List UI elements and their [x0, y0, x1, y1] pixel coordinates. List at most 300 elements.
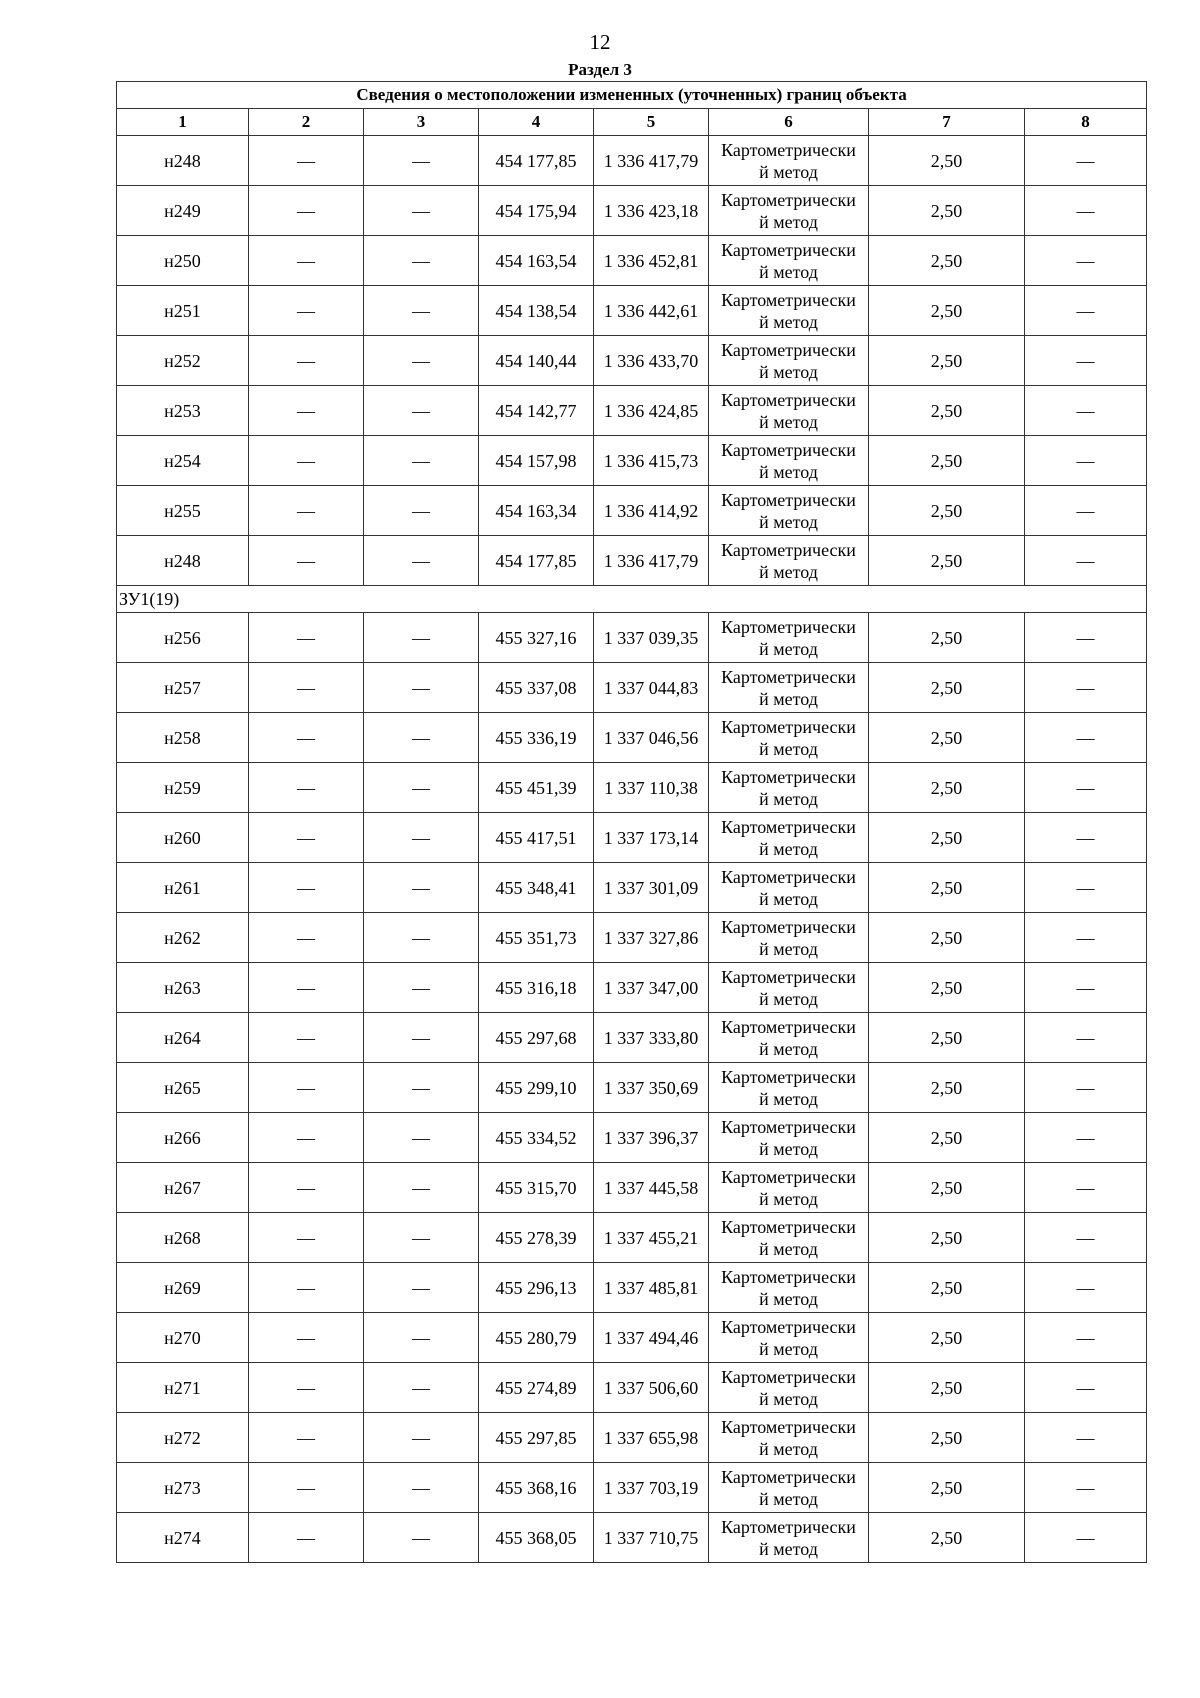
- table-row: [117, 1313, 1147, 1363]
- table-row: [117, 236, 1147, 286]
- point-id: н273: [117, 1463, 249, 1513]
- col3-dash: —: [364, 1313, 479, 1363]
- accuracy: 2,50: [869, 1213, 1025, 1263]
- col2-dash: —: [249, 863, 364, 913]
- method-line-1: Картометрически: [721, 816, 856, 837]
- accuracy: 2,50: [869, 1113, 1025, 1163]
- column-number-1: 1: [117, 109, 249, 136]
- point-id: н254: [117, 436, 249, 486]
- point-id: н264: [117, 1013, 249, 1063]
- column-number-3: 3: [364, 109, 479, 136]
- col2-dash: —: [249, 1313, 364, 1363]
- method: [709, 536, 869, 586]
- coord-x: 454 142,77: [479, 386, 594, 436]
- point-id: н253: [117, 386, 249, 436]
- col3-dash: —: [364, 863, 479, 913]
- col3-dash: —: [364, 1463, 479, 1513]
- coord-y: 1 336 417,79: [594, 536, 709, 586]
- method-line-2: й метод: [759, 311, 818, 332]
- coord-y: 1 337 396,37: [594, 1113, 709, 1163]
- table-row: [117, 963, 1147, 1013]
- method-line-2: й метод: [759, 411, 818, 432]
- coord-x: 455 334,52: [479, 1113, 594, 1163]
- method: [709, 963, 869, 1013]
- col2-dash: —: [249, 763, 364, 813]
- col2-dash: —: [249, 1213, 364, 1263]
- table-row: [117, 713, 1147, 763]
- column-number-2: 2: [249, 109, 364, 136]
- method-line-2: й метод: [759, 938, 818, 959]
- col2-dash: —: [249, 963, 364, 1013]
- col3-dash: —: [364, 1113, 479, 1163]
- col2-dash: —: [249, 386, 364, 436]
- col8-dash: —: [1025, 1463, 1147, 1513]
- coord-x: 454 140,44: [479, 336, 594, 386]
- col8-dash: —: [1025, 913, 1147, 963]
- point-id: н271: [117, 1363, 249, 1413]
- column-number-4: 4: [479, 109, 594, 136]
- table-row: [117, 1013, 1147, 1063]
- point-id: н251: [117, 286, 249, 336]
- accuracy: 2,50: [869, 713, 1025, 763]
- method-line-2: й метод: [759, 511, 818, 532]
- table-row: [117, 663, 1147, 713]
- point-id: н265: [117, 1063, 249, 1113]
- column-number-5: 5: [594, 109, 709, 136]
- method-line-1: Картометрически: [721, 966, 856, 987]
- col3-dash: —: [364, 186, 479, 236]
- coord-y: 1 337 485,81: [594, 1263, 709, 1313]
- col8-dash: —: [1025, 1313, 1147, 1363]
- column-number-7: 7: [869, 109, 1025, 136]
- accuracy: 2,50: [869, 1263, 1025, 1313]
- col2-dash: —: [249, 813, 364, 863]
- accuracy: 2,50: [869, 1313, 1025, 1363]
- group-row: [117, 586, 1147, 613]
- accuracy: 2,50: [869, 536, 1025, 586]
- method: [709, 863, 869, 913]
- col3-dash: —: [364, 1363, 479, 1413]
- coord-x: 455 280,79: [479, 1313, 594, 1363]
- col2-dash: —: [249, 536, 364, 586]
- table-row: [117, 436, 1147, 486]
- col2-dash: —: [249, 663, 364, 713]
- accuracy: 2,50: [869, 863, 1025, 913]
- col3-dash: —: [364, 1013, 479, 1063]
- coord-x: 455 327,16: [479, 613, 594, 663]
- point-id: н255: [117, 486, 249, 536]
- coord-y: 1 337 494,46: [594, 1313, 709, 1363]
- col2-dash: —: [249, 436, 364, 486]
- table-row: [117, 136, 1147, 186]
- col8-dash: —: [1025, 1213, 1147, 1263]
- section-title: Раздел 3: [568, 60, 632, 79]
- point-id: н270: [117, 1313, 249, 1363]
- method-line-2: й метод: [759, 1188, 818, 1209]
- col2-dash: —: [249, 1113, 364, 1163]
- col8-dash: —: [1025, 136, 1147, 186]
- col8-dash: —: [1025, 1263, 1147, 1313]
- point-id: н263: [117, 963, 249, 1013]
- coord-y: 1 337 445,58: [594, 1163, 709, 1213]
- col8-dash: —: [1025, 863, 1147, 913]
- col2-dash: —: [249, 913, 364, 963]
- coord-y: 1 336 442,61: [594, 286, 709, 336]
- method: [709, 286, 869, 336]
- point-id: н267: [117, 1163, 249, 1213]
- method-line-1: Картометрически: [721, 539, 856, 560]
- table-row: [117, 763, 1147, 813]
- coord-y: 1 337 703,19: [594, 1463, 709, 1513]
- col2-dash: —: [249, 286, 364, 336]
- coord-x: 455 296,13: [479, 1263, 594, 1313]
- method-line-1: Картометрически: [721, 766, 856, 787]
- method-line-1: Картометрически: [721, 239, 856, 260]
- coord-x: 454 177,85: [479, 536, 594, 586]
- table-row: [117, 1063, 1147, 1113]
- coord-y: 1 336 423,18: [594, 186, 709, 236]
- page-number: 12: [589, 30, 611, 54]
- group-label: ЗУ1(19): [117, 586, 1147, 613]
- col8-dash: —: [1025, 613, 1147, 663]
- col3-dash: —: [364, 763, 479, 813]
- accuracy: 2,50: [869, 1463, 1025, 1513]
- method: [709, 386, 869, 436]
- coord-y: 1 337 506,60: [594, 1363, 709, 1413]
- method: [709, 1163, 869, 1213]
- table-row: [117, 1213, 1147, 1263]
- col3-dash: —: [364, 1063, 479, 1113]
- col3-dash: —: [364, 1163, 479, 1213]
- table-row: [117, 913, 1147, 963]
- method-line-1: Картометрически: [721, 339, 856, 360]
- accuracy: 2,50: [869, 913, 1025, 963]
- coord-y: 1 337 333,80: [594, 1013, 709, 1063]
- table-row: [117, 1513, 1147, 1563]
- coord-x: 455 315,70: [479, 1163, 594, 1213]
- col2-dash: —: [249, 336, 364, 386]
- col3-dash: —: [364, 1413, 479, 1463]
- col8-dash: —: [1025, 963, 1147, 1013]
- accuracy: 2,50: [869, 963, 1025, 1013]
- table-body: [117, 136, 1147, 1563]
- table-row: [117, 1463, 1147, 1513]
- coord-x: 455 316,18: [479, 963, 594, 1013]
- coord-x: 454 157,98: [479, 436, 594, 486]
- method-line-2: й метод: [759, 1388, 818, 1409]
- method: [709, 336, 869, 386]
- col2-dash: —: [249, 1413, 364, 1463]
- method-line-1: Картометрически: [721, 716, 856, 737]
- column-number-row: [117, 109, 1147, 136]
- method: [709, 913, 869, 963]
- method-line-1: Картометрически: [721, 666, 856, 687]
- table-row: [117, 536, 1147, 586]
- method-line-1: Картометрически: [721, 289, 856, 310]
- method-line-2: й метод: [759, 1238, 818, 1259]
- method-line-2: й метод: [759, 561, 818, 582]
- col8-dash: —: [1025, 1063, 1147, 1113]
- table-row: [117, 1163, 1147, 1213]
- col3-dash: —: [364, 386, 479, 436]
- table-row: [117, 1113, 1147, 1163]
- point-id: н250: [117, 236, 249, 286]
- table-row: [117, 813, 1147, 863]
- col8-dash: —: [1025, 1163, 1147, 1213]
- accuracy: 2,50: [869, 1063, 1025, 1113]
- col3-dash: —: [364, 663, 479, 713]
- coord-x: 454 163,34: [479, 486, 594, 536]
- col2-dash: —: [249, 486, 364, 536]
- accuracy: 2,50: [869, 186, 1025, 236]
- method-line-1: Картометрически: [721, 916, 856, 937]
- method: [709, 1063, 869, 1113]
- table-caption: Сведения о местоположении измененных (уточненных) границ объекта: [117, 82, 1147, 109]
- accuracy: 2,50: [869, 136, 1025, 186]
- method-line-1: Картометрически: [721, 1466, 856, 1487]
- point-id: н249: [117, 186, 249, 236]
- method-line-2: й метод: [759, 211, 818, 232]
- method-line-1: Картометрически: [721, 439, 856, 460]
- coord-x: 455 297,68: [479, 1013, 594, 1063]
- method-line-2: й метод: [759, 688, 818, 709]
- point-id: н257: [117, 663, 249, 713]
- col2-dash: —: [249, 613, 364, 663]
- accuracy: 2,50: [869, 236, 1025, 286]
- method: [709, 1013, 869, 1063]
- coord-x: 455 336,19: [479, 713, 594, 763]
- point-id: н248: [117, 136, 249, 186]
- column-number-6: 6: [709, 109, 869, 136]
- col3-dash: —: [364, 713, 479, 763]
- col3-dash: —: [364, 436, 479, 486]
- col3-dash: —: [364, 286, 479, 336]
- method-line-2: й метод: [759, 1488, 818, 1509]
- method-line-1: Картометрически: [721, 1316, 856, 1337]
- method-line-1: Картометрически: [721, 389, 856, 410]
- method: [709, 1263, 869, 1313]
- method-line-2: й метод: [759, 788, 818, 809]
- col3-dash: —: [364, 136, 479, 186]
- coord-x: 455 451,39: [479, 763, 594, 813]
- method: [709, 486, 869, 536]
- col8-dash: —: [1025, 1113, 1147, 1163]
- col3-dash: —: [364, 336, 479, 386]
- coord-y: 1 337 044,83: [594, 663, 709, 713]
- method-line-2: й метод: [759, 361, 818, 382]
- coord-y: 1 337 110,38: [594, 763, 709, 813]
- coord-y: 1 337 173,14: [594, 813, 709, 863]
- table-row: [117, 386, 1147, 436]
- accuracy: 2,50: [869, 486, 1025, 536]
- method: [709, 813, 869, 863]
- table-row: [117, 336, 1147, 386]
- col2-dash: —: [249, 1363, 364, 1413]
- accuracy: 2,50: [869, 613, 1025, 663]
- col8-dash: —: [1025, 1413, 1147, 1463]
- point-id: н274: [117, 1513, 249, 1563]
- point-id: н269: [117, 1263, 249, 1313]
- method: [709, 186, 869, 236]
- col8-dash: —: [1025, 1513, 1147, 1563]
- point-id: н266: [117, 1113, 249, 1163]
- coord-y: 1 337 327,86: [594, 913, 709, 963]
- point-id: н248: [117, 536, 249, 586]
- point-id: н268: [117, 1213, 249, 1263]
- method-line-1: Картометрически: [721, 189, 856, 210]
- table-row: [117, 1263, 1147, 1313]
- accuracy: 2,50: [869, 1363, 1025, 1413]
- method-line-2: й метод: [759, 1138, 818, 1159]
- col3-dash: —: [364, 1263, 479, 1313]
- coord-x: 455 337,08: [479, 663, 594, 713]
- col3-dash: —: [364, 486, 479, 536]
- col8-dash: —: [1025, 236, 1147, 286]
- point-id: н258: [117, 713, 249, 763]
- col3-dash: —: [364, 1513, 479, 1563]
- method-line-1: Картометрически: [721, 1416, 856, 1437]
- coord-x: 454 175,94: [479, 186, 594, 236]
- point-id: н262: [117, 913, 249, 963]
- method: [709, 1363, 869, 1413]
- col3-dash: —: [364, 536, 479, 586]
- col2-dash: —: [249, 1263, 364, 1313]
- accuracy: 2,50: [869, 1413, 1025, 1463]
- point-id: н261: [117, 863, 249, 913]
- method-line-1: Картометрически: [721, 1166, 856, 1187]
- method-line-2: й метод: [759, 161, 818, 182]
- coord-y: 1 337 347,00: [594, 963, 709, 1013]
- method-line-1: Картометрически: [721, 1366, 856, 1387]
- coord-x: 455 351,73: [479, 913, 594, 963]
- method-line-2: й метод: [759, 1288, 818, 1309]
- col8-dash: —: [1025, 286, 1147, 336]
- method-line-1: Картометрически: [721, 1066, 856, 1087]
- col8-dash: —: [1025, 1363, 1147, 1413]
- coord-x: 455 299,10: [479, 1063, 594, 1113]
- coord-x: 455 368,16: [479, 1463, 594, 1513]
- method-line-2: й метод: [759, 838, 818, 859]
- accuracy: 2,50: [869, 1013, 1025, 1063]
- method: [709, 1113, 869, 1163]
- point-id: н259: [117, 763, 249, 813]
- table-row: [117, 1363, 1147, 1413]
- method-line-2: й метод: [759, 638, 818, 659]
- method-line-1: Картометрически: [721, 489, 856, 510]
- method-line-2: й метод: [759, 1438, 818, 1459]
- table-row: [117, 186, 1147, 236]
- method-line-2: й метод: [759, 988, 818, 1009]
- col8-dash: —: [1025, 1013, 1147, 1063]
- accuracy: 2,50: [869, 763, 1025, 813]
- accuracy: 2,50: [869, 813, 1025, 863]
- coord-y: 1 337 301,09: [594, 863, 709, 913]
- col8-dash: —: [1025, 436, 1147, 486]
- coord-y: 1 336 417,79: [594, 136, 709, 186]
- coord-x: 454 163,54: [479, 236, 594, 286]
- coord-y: 1 337 710,75: [594, 1513, 709, 1563]
- col8-dash: —: [1025, 663, 1147, 713]
- coord-x: 454 177,85: [479, 136, 594, 186]
- accuracy: 2,50: [869, 1163, 1025, 1213]
- accuracy: 2,50: [869, 286, 1025, 336]
- coord-y: 1 336 415,73: [594, 436, 709, 486]
- table-row: [117, 613, 1147, 663]
- col2-dash: —: [249, 236, 364, 286]
- coord-y: 1 336 433,70: [594, 336, 709, 386]
- column-number-8: 8: [1025, 109, 1147, 136]
- table-row: [117, 863, 1147, 913]
- boundary-coordinates-table: [116, 81, 1147, 1563]
- method: [709, 1413, 869, 1463]
- table-row: [117, 486, 1147, 536]
- method: [709, 613, 869, 663]
- coord-y: 1 337 039,35: [594, 613, 709, 663]
- coord-x: 455 348,41: [479, 863, 594, 913]
- point-id: н256: [117, 613, 249, 663]
- col3-dash: —: [364, 963, 479, 1013]
- col3-dash: —: [364, 813, 479, 863]
- method: [709, 1213, 869, 1263]
- method-line-2: й метод: [759, 1038, 818, 1059]
- coord-x: 455 274,89: [479, 1363, 594, 1413]
- coord-x: 455 297,85: [479, 1413, 594, 1463]
- accuracy: 2,50: [869, 1513, 1025, 1563]
- method-line-1: Картометрически: [721, 139, 856, 160]
- method-line-2: й метод: [759, 461, 818, 482]
- col8-dash: —: [1025, 813, 1147, 863]
- col2-dash: —: [249, 1163, 364, 1213]
- point-id: н260: [117, 813, 249, 863]
- col3-dash: —: [364, 913, 479, 963]
- point-id: н272: [117, 1413, 249, 1463]
- method-line-1: Картометрически: [721, 616, 856, 637]
- col8-dash: —: [1025, 336, 1147, 386]
- accuracy: 2,50: [869, 336, 1025, 386]
- method: [709, 763, 869, 813]
- method: [709, 1463, 869, 1513]
- coord-y: 1 337 455,21: [594, 1213, 709, 1263]
- method-line-1: Картометрически: [721, 1116, 856, 1137]
- method-line-2: й метод: [759, 738, 818, 759]
- method-line-2: й метод: [759, 261, 818, 282]
- col8-dash: —: [1025, 536, 1147, 586]
- coord-x: 455 368,05: [479, 1513, 594, 1563]
- col8-dash: —: [1025, 486, 1147, 536]
- table-row: [117, 286, 1147, 336]
- method: [709, 663, 869, 713]
- col8-dash: —: [1025, 713, 1147, 763]
- col8-dash: —: [1025, 186, 1147, 236]
- method-line-2: й метод: [759, 1338, 818, 1359]
- coord-y: 1 336 424,85: [594, 386, 709, 436]
- method-line-1: Картометрически: [721, 1516, 856, 1537]
- col3-dash: —: [364, 236, 479, 286]
- col2-dash: —: [249, 1463, 364, 1513]
- col3-dash: —: [364, 1213, 479, 1263]
- coord-y: 1 337 046,56: [594, 713, 709, 763]
- col2-dash: —: [249, 186, 364, 236]
- accuracy: 2,50: [869, 386, 1025, 436]
- col2-dash: —: [249, 1063, 364, 1113]
- col3-dash: —: [364, 613, 479, 663]
- coord-y: 1 337 350,69: [594, 1063, 709, 1113]
- method: [709, 1513, 869, 1563]
- col2-dash: —: [249, 1513, 364, 1563]
- col8-dash: —: [1025, 386, 1147, 436]
- col2-dash: —: [249, 713, 364, 763]
- method-line-2: й метод: [759, 1538, 818, 1559]
